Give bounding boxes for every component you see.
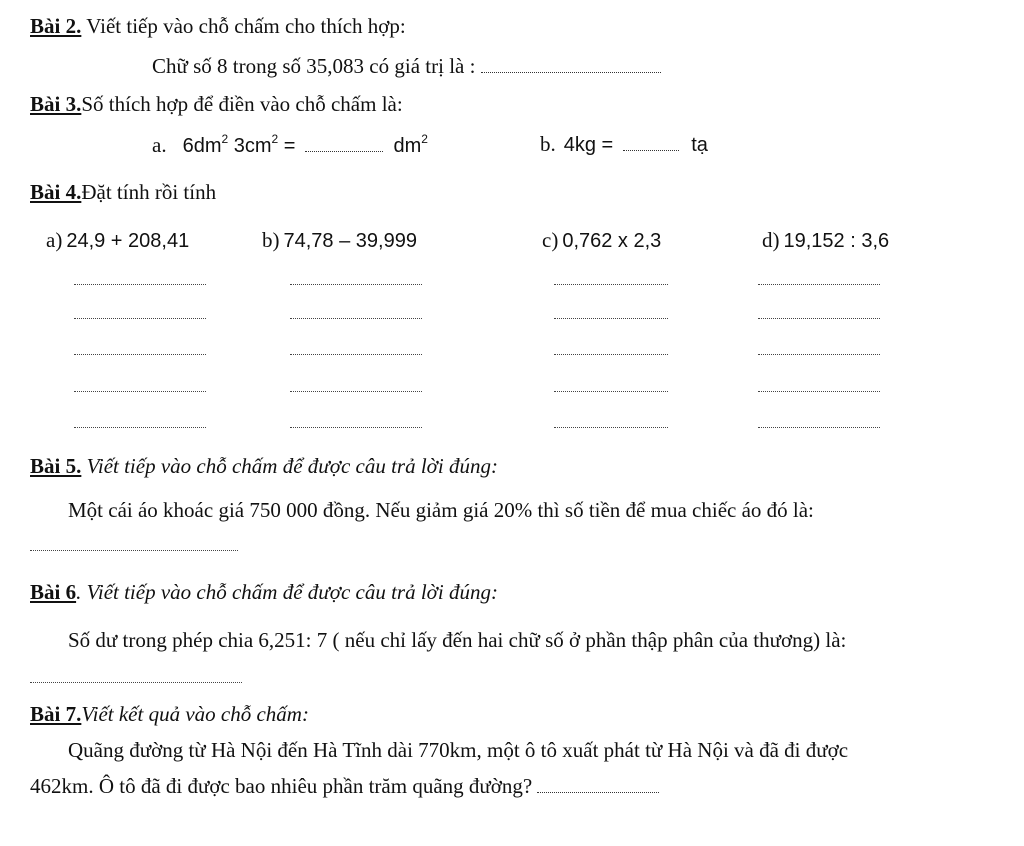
- bai2-question-row: [152, 54, 661, 79]
- bai7-heading: [30, 702, 309, 727]
- bai7-line2-row: [30, 774, 659, 799]
- bai3-a-unit: [393, 132, 428, 157]
- bai6-question: Số dư trong phép chia 6,251: 7 ( nếu chỉ lấy đến hai chữ số ở phần thập phân của thương) là:: [68, 628, 847, 652]
- bai4-problem-d: [762, 228, 889, 253]
- work-line[interactable]: [290, 284, 422, 285]
- bai6-title: . Viết tiếp vào chỗ chấm để được câu trả lời đúng:: [76, 580, 498, 604]
- problem-b-expr: 74,78 – 39,999: [283, 230, 417, 252]
- problem-a-label: a): [46, 228, 63, 252]
- bai3-a-unit-text: dm: [393, 135, 422, 157]
- bai3-a-label: a.: [152, 133, 167, 157]
- bai6-label: Bài 6: [30, 580, 77, 604]
- bai3-a-answer-blank[interactable]: [305, 150, 383, 152]
- work-line[interactable]: [758, 427, 880, 428]
- work-line[interactable]: [74, 318, 206, 319]
- bai2-heading: [30, 14, 406, 39]
- work-line[interactable]: [290, 318, 422, 319]
- work-line[interactable]: [290, 354, 422, 355]
- bai7-line1: Quãng đường từ Hà Nội đến Hà Tĩnh dài 770km, một ô tô xuất phát từ Hà Nội và đã đi được: [68, 738, 849, 762]
- bai5-answer-blank[interactable]: [30, 550, 238, 551]
- bai5-label: Bài 5.: [30, 454, 82, 478]
- bai5-question: Một cái áo khoác giá 750 000 đồng. Nếu giảm giá 20% thì số tiền để mua chiếc áo đó là:: [68, 498, 814, 522]
- bai3-a-expr: [182, 132, 296, 157]
- work-line[interactable]: [554, 284, 668, 285]
- cropped-text-fragment: [190, 0, 710, 4]
- work-line[interactable]: [758, 318, 880, 319]
- work-line[interactable]: [758, 354, 880, 355]
- bai7-title: Viết kết quả vào chỗ chấm:: [81, 702, 309, 726]
- superscript-2: 2: [271, 132, 279, 146]
- work-line[interactable]: [554, 391, 668, 392]
- problem-d-label: d): [762, 228, 780, 252]
- work-line[interactable]: [290, 427, 422, 428]
- bai4-problem-b: [262, 228, 417, 253]
- work-line[interactable]: [554, 427, 668, 428]
- work-line[interactable]: [290, 391, 422, 392]
- bai6-heading: [30, 580, 498, 605]
- problem-a-expr: 24,9 + 208,41: [66, 230, 190, 252]
- bai5-heading: [30, 454, 498, 479]
- bai4-problem-a: [46, 228, 189, 253]
- bai6-answer-blank[interactable]: [30, 682, 242, 683]
- bai7-answer-blank[interactable]: [537, 791, 659, 793]
- bai3-a-equals: =: [283, 135, 296, 157]
- problem-d-expr: 19,152 : 3,6: [783, 230, 890, 252]
- bai3-a-term1: 6dm: [182, 135, 222, 157]
- superscript-2: 2: [421, 132, 428, 146]
- bai7-line2: 462km. Ô tô đã đi được bao nhiêu phần trăm quãng đường?: [30, 774, 533, 798]
- work-line[interactable]: [74, 354, 206, 355]
- bai4-label: Bài 4.: [30, 180, 82, 204]
- work-line[interactable]: [74, 427, 206, 428]
- bai2-answer-blank[interactable]: [481, 71, 661, 73]
- bai3-b-label: b.: [540, 132, 556, 156]
- work-line[interactable]: [758, 284, 880, 285]
- bai3-label: Bài 3.: [30, 92, 82, 116]
- bai3-b-expr: 4kg =: [563, 134, 614, 156]
- bai4-problem-c: [542, 228, 661, 253]
- problem-c-label: c): [542, 228, 559, 252]
- bai2-label: Bài 2.: [30, 14, 82, 38]
- superscript-2: 2: [221, 132, 229, 146]
- work-line[interactable]: [554, 354, 668, 355]
- bai4-heading: [30, 180, 216, 205]
- problem-c-expr: 0,762 x 2,3: [562, 230, 662, 252]
- problem-b-label: b): [262, 228, 280, 252]
- bai2-title: Viết tiếp vào chỗ chấm cho thích hợp:: [86, 14, 406, 38]
- bai7-label: Bài 7.: [30, 702, 82, 726]
- bai3-part-b: [540, 132, 708, 157]
- work-line[interactable]: [758, 391, 880, 392]
- work-line[interactable]: [554, 318, 668, 319]
- bai5-title: Viết tiếp vào chỗ chấm để được câu trả lời đúng:: [86, 454, 498, 478]
- bai3-heading: [30, 92, 403, 117]
- work-line[interactable]: [74, 284, 206, 285]
- bai4-title: Đặt tính rồi tính: [81, 180, 217, 204]
- bai3-b-unit: tạ: [691, 134, 708, 156]
- bai3-title: Số thích hợp để điền vào chỗ chấm là:: [81, 92, 403, 116]
- bai3-part-a: [152, 132, 428, 158]
- work-line[interactable]: [74, 391, 206, 392]
- bai2-question: Chữ số 8 trong số 35,083 có giá trị là :: [152, 54, 476, 78]
- bai3-b-answer-blank[interactable]: [623, 149, 679, 151]
- bai3-a-term2: 3cm: [233, 135, 272, 157]
